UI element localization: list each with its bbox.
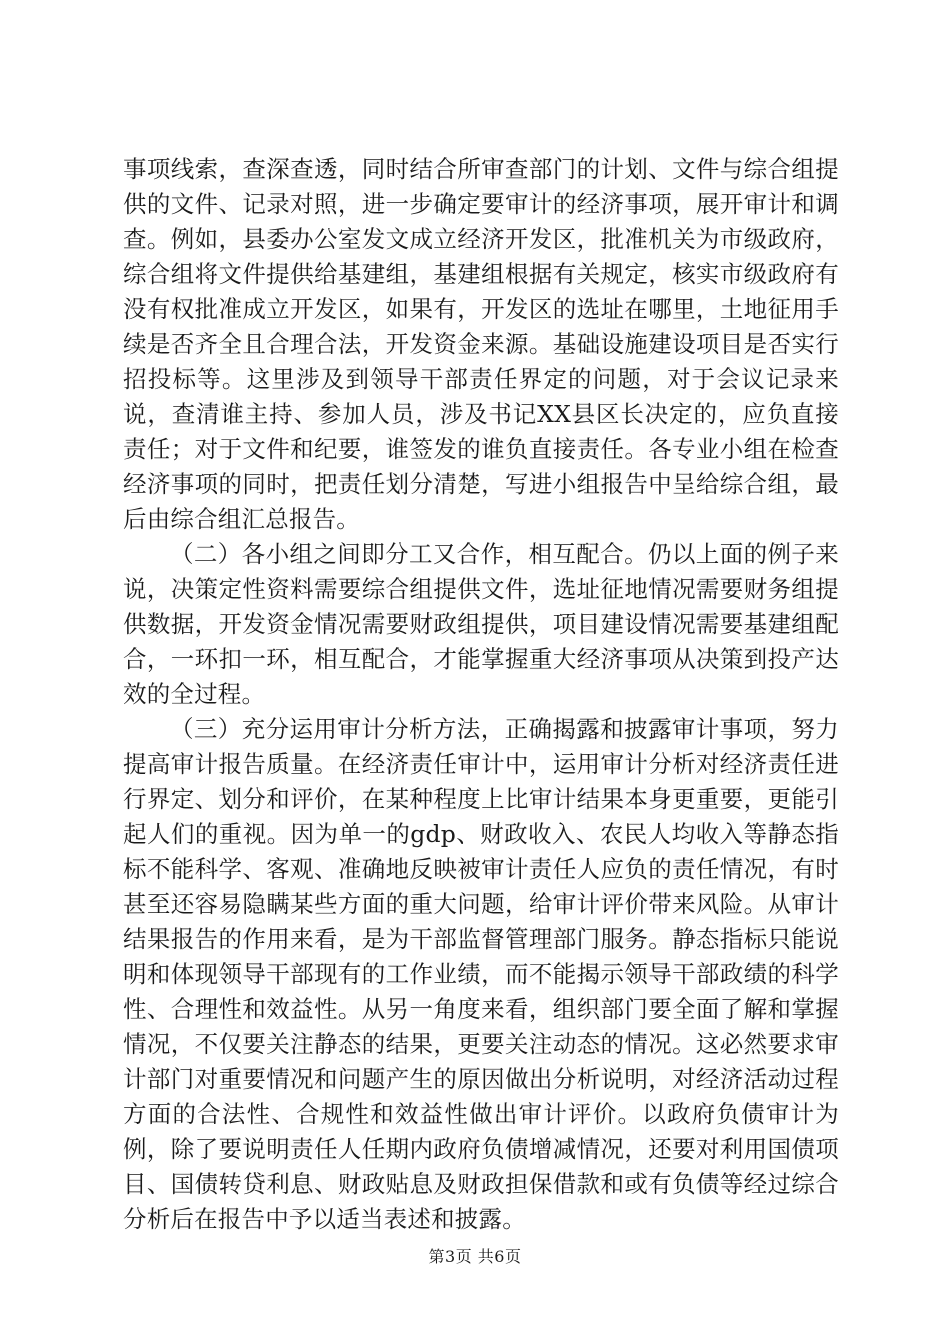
page-number-footer: 第3页 共6页 (428, 1247, 522, 1266)
document-body (123, 152, 839, 1237)
paragraph-section-two: （二）各小组之间即分工又合作，相互配合。仍以上面的例子来说，决策定性资料需要综合组提供文件，选址征地情况需要财务组提供数据，开发资金情况需要财政组提供，项目建设情况需要基建组配合，一环扣一环，相互配合，才能掌握重大经济事项从决策到投产达效的全过程。 (123, 540, 839, 708)
paragraph-section-three: （三）充分运用审计分析方法，正确揭露和披露审计事项，努力提高审计报告质量。在经济责任审计中，运用审计分析对经济责任进行界定、划分和评价，在某种程度上比审计结果本身更重要，更能引起人们的重视。因为单一的gdp、财政收入、农民人均收入等静态指标不能科学、客观、准确地反映被审计责任人应负的责任情况，有时甚至还容易隐瞒某些方面的重大问题，给审计评价带来风险。从审计结果报告的作用来看，是为干部监督管理部门服务。静态指标只能说明和体现领导干部现有的工作业绩，而不能揭示领导干部政绩的科学性、合理性和效益性。从另一角度来看，组织部门要全面了解和掌握情况，不仅要关注静态的结果，更要关注动态的情况。这必然要求审计部门对重要情况和问题产生的原因做出分析说明，对经济活动过程方面的合法性、合规性和效益性做出审计评价。以政府负债审计为例，除了要说明责任人任期内政府负债增减情况，还要对利用国债项目、国债转贷利息、财政贴息及财政担保借款和或有负债等经过综合分析后在报告中予以适当表述和披露。 (123, 715, 839, 1233)
paragraph-continuation: 事项线索，查深查透，同时结合所审查部门的计划、文件与综合组提供的文件、记录对照，进一步确定要审计的经济事项，展开审计和调查。例如，县委办公室发文成立经济开发区，批准机关为市级政府，综合组将文件提供给基建组，基建组根据有关规定，核实市级政府有没有权批准成立开发区，如果有，开发区的选址在哪里，土地征用手续是否齐全且合理合法，开发资金来源。基础设施建设项目是否实行招投标等。这里涉及到领导干部责任界定的问题，对于会议记录来说，查清谁主持、参加人员，涉及书记XX县区长决定的，应负直接责任；对于文件和纪要，谁签发的谁负直接责任。各专业小组在检查经济事项的同时，把责任划分清楚，写进小组报告中呈给综合组，最后由综合组汇总报告。 (123, 155, 839, 533)
